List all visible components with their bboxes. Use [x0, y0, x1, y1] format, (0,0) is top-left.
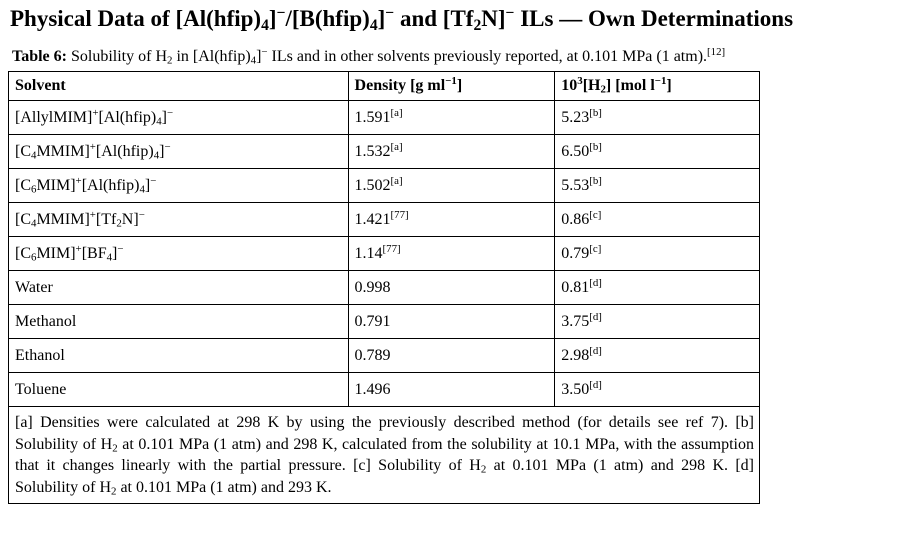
solvent-cell: $[C_6MIM]^+[BF_4]^-$: [9, 237, 349, 271]
concentration-cell: 3.50[d]: [555, 373, 760, 407]
table-footnotes-row: [9, 407, 760, 504]
concentration-cell: 5.53[b]: [555, 169, 760, 203]
concentration-cell: 3.75[d]: [555, 305, 760, 339]
caption-reference: [12]: [707, 46, 726, 59]
header-h2-concentration: $10^3[H_2]$ [mol $l^{-1}$]: [555, 72, 760, 101]
solvent-cell: $[AllylMIM]^+[Al(hfip)_4]^-$: [9, 101, 349, 135]
header-solvent: Solvent: [9, 72, 349, 101]
table-footnotes: [a] Densities were calculated at 298 K by using the previously described method (for details see ref 7). [b] Solubility of $H_2$ at 0.101 MPa (1 atm) and 298 K, calculated from the solubility at 10.1 MPa, with the assumption that it changes linearly with the partial pressure. [c] Solubility of $H_2$ at 0.101 MPa (1 atm) and 298 K. [d] Solubility of $H_2$ at 0.101 MPa (1 atm) and 293 K.: [9, 407, 760, 504]
density-cell: 1.421[77]: [348, 203, 555, 237]
table-row: [9, 101, 760, 135]
concentration-cell: 5.23[b]: [555, 101, 760, 135]
table-row: [9, 135, 760, 169]
density-cell: 1.502[a]: [348, 169, 555, 203]
table-row: [9, 271, 760, 305]
table-caption: Table 6: Solubility of $H_2$ in $[Al(hfip)_4]^-$ ILs and in other solvents previously reported, at 0.101 MPa (1 atm).[12]: [12, 46, 726, 67]
density-cell: 1.496: [348, 373, 555, 407]
solubility-table: [8, 71, 760, 504]
solvent-cell: $[C_4MMIM]^+[Al(hfip)_4]^-$: [9, 135, 349, 169]
table-header-row: [9, 72, 760, 101]
solvent-cell: Water: [9, 271, 349, 305]
solvent-cell: $[C_6MIM]^+[Al(hfip)_4]^-$: [9, 169, 349, 203]
density-cell: 0.791: [348, 305, 555, 339]
concentration-cell: 0.86[c]: [555, 203, 760, 237]
table-row: [9, 203, 760, 237]
table-row: [9, 237, 760, 271]
concentration-cell: 2.98[d]: [555, 339, 760, 373]
density-cell: 0.789: [348, 339, 555, 373]
table-label: Table 6:: [12, 48, 67, 65]
solvent-cell: $[C_4MMIM]^+[Tf_2N]^-$: [9, 203, 349, 237]
density-cell: 0.998: [348, 271, 555, 305]
solvent-cell: Methanol: [9, 305, 349, 339]
concentration-cell: 6.50[b]: [555, 135, 760, 169]
concentration-cell: 0.79[c]: [555, 237, 760, 271]
header-density: Density [g $ml^{-1}$]: [348, 72, 555, 101]
solvent-cell: Ethanol: [9, 339, 349, 373]
page-title: Physical Data of $[Al(hfip)_4]^-/[B(hfip)_4]^-$ and $[Tf_2N]^-$ ILs — Own Determinations: [10, 4, 794, 34]
solvent-cell: Toluene: [9, 373, 349, 407]
table-row: [9, 169, 760, 203]
concentration-cell: 0.81[d]: [555, 271, 760, 305]
table-row: [9, 305, 760, 339]
table-row: [9, 339, 760, 373]
density-cell: 1.591[a]: [348, 101, 555, 135]
density-cell: 1.14[77]: [348, 237, 555, 271]
density-cell: 1.532[a]: [348, 135, 555, 169]
table-row: [9, 373, 760, 407]
